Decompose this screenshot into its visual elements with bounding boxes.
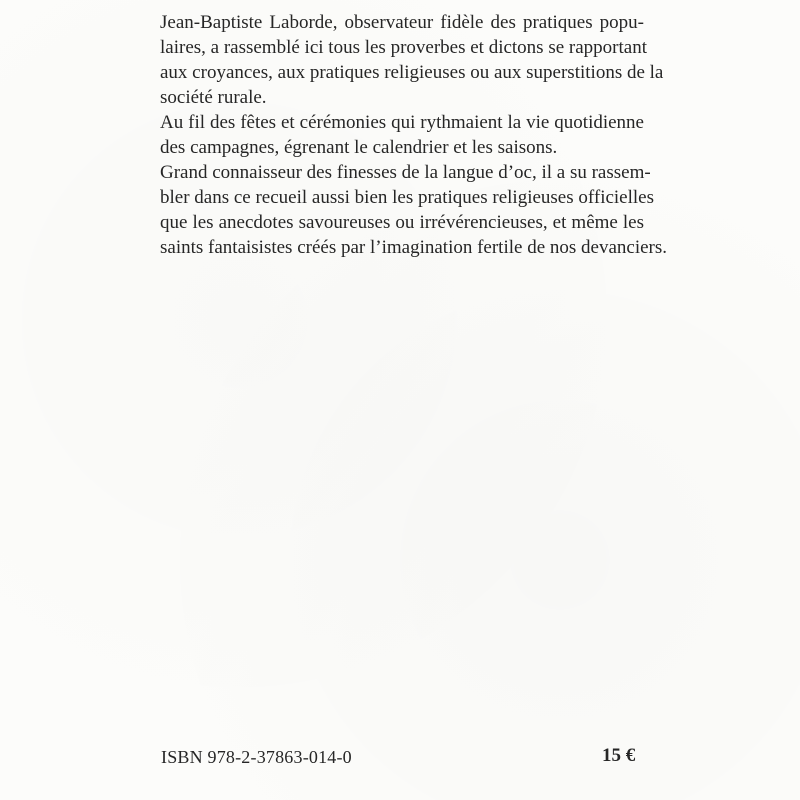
paragraph-line: que les anecdotes savoureuses ou irrévérencieuses, et même les bbox=[160, 212, 644, 233]
paragraph-line: laires, a rassemblé ici tous les proverbes et dictons se rapportant bbox=[160, 37, 647, 58]
paragraph-line: Grand connaisseur des finesses de la langue d’oc, il a su rassem- bbox=[160, 162, 651, 183]
paragraph-3 bbox=[160, 160, 668, 260]
paragraph-line: aux croyances, aux pratiques religieuses ou aux superstitions de la bbox=[160, 62, 664, 83]
paragraph-line: société rurale. bbox=[160, 87, 267, 108]
isbn-number: ISBN 978-2-37863-014-0 bbox=[161, 747, 352, 767]
paragraph-line: des campagnes, égrenant le calendrier et les saisons. bbox=[160, 137, 558, 158]
paragraph-line: saints fantaisistes créés par l’imagination fertile de nos devanciers. bbox=[160, 237, 668, 258]
paragraph-line: Jean-Baptiste Laborde, observateur fidèle des pratiques popu- bbox=[160, 12, 644, 33]
paragraph-line: bler dans ce recueil aussi bien les pratiques religieuses officielles bbox=[160, 187, 654, 208]
price-label: 15 € bbox=[602, 745, 636, 766]
paragraph-2 bbox=[160, 110, 644, 160]
paragraph-line: Au fil des fêtes et cérémonies qui rythmaient la vie quotidienne bbox=[160, 112, 644, 133]
blurb-text bbox=[160, 10, 668, 260]
paragraph-1 bbox=[160, 10, 664, 110]
